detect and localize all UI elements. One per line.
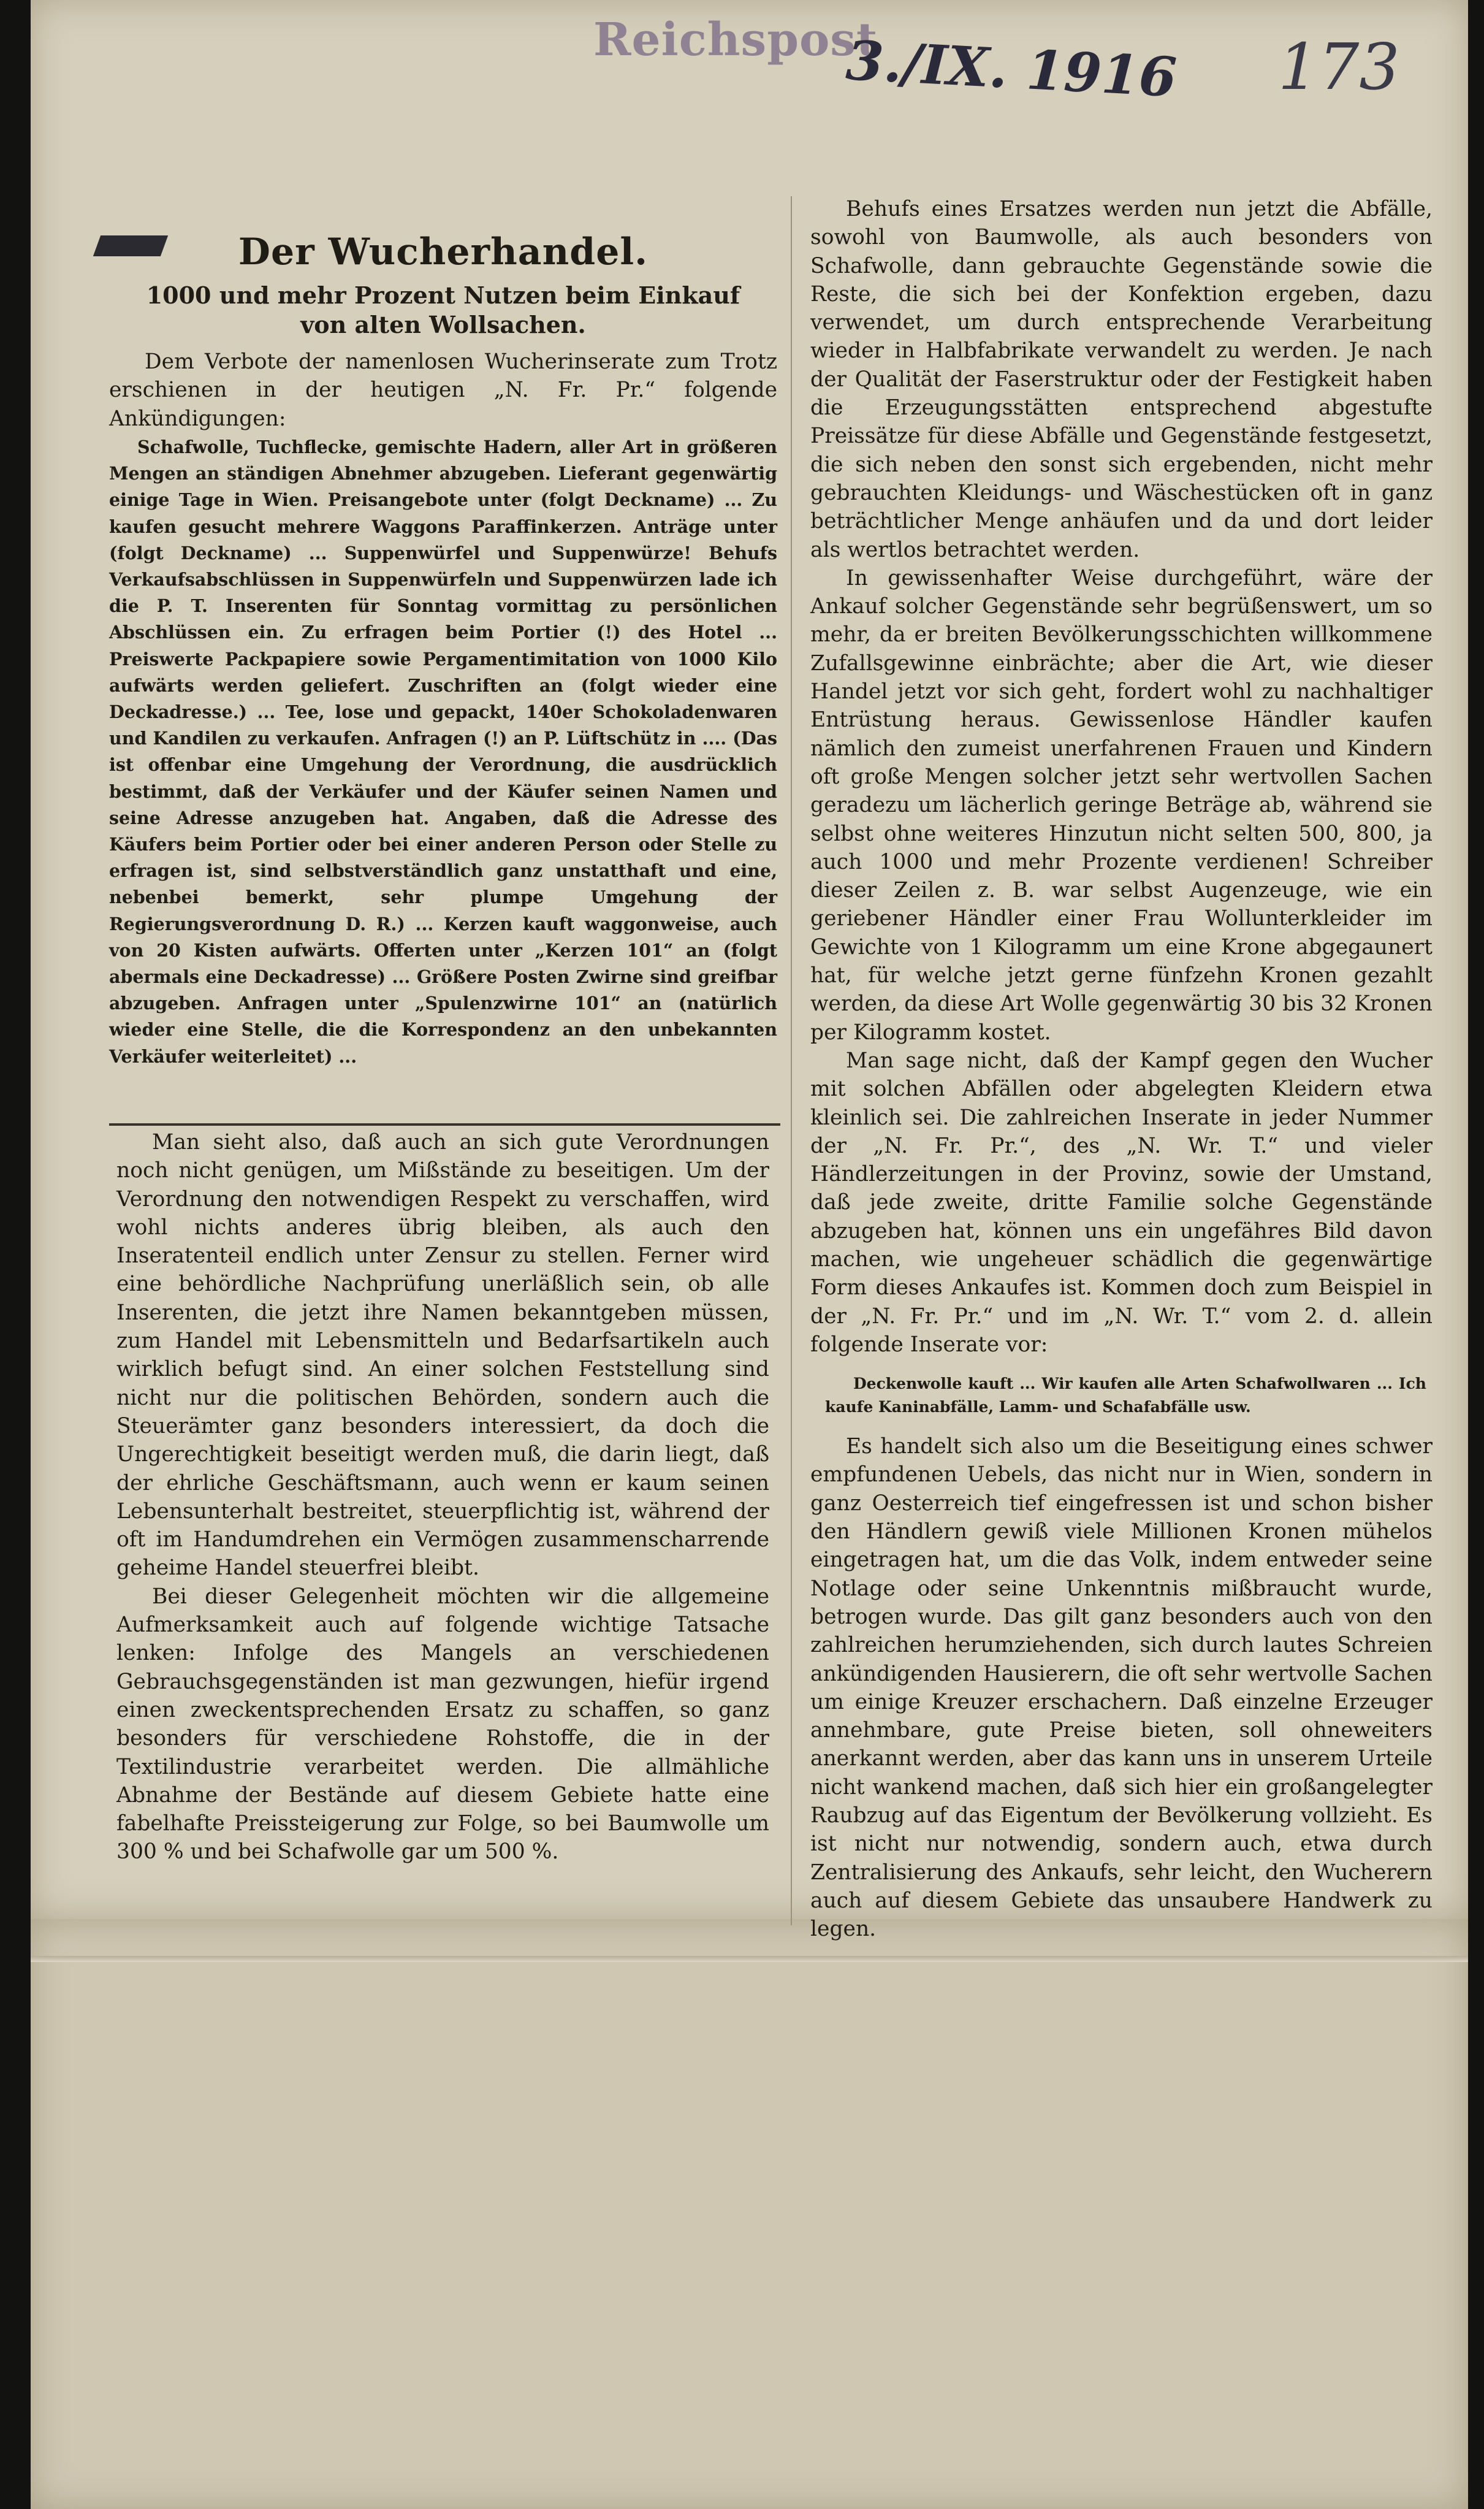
scan-border-right	[1468, 0, 1484, 2509]
paragraph: In gewissenhafter Weise durchgeführt, wäre der Ankauf solcher Gegenstände sehr begrüßenswert, um so mehr, da er breiten Bevölkerungsschichten willkommene Zufallsgewinne einbrächte; aber die Art, wie dieser Handel jetzt vor sich geht, fordert wohl zu nachhaltiger Entrüstung heraus. Gewissenlose Händler kaufen nämlich den zumeist unerfahrenen Frauen und Kindern oft große Mengen solcher jetzt sehr wertvollen Sachen geradezu um lächerlich geringe Beträge ab, während sie selbst ohne weiteres Hinzutun nicht selten 500, 800, ja auch 1000 und mehr Prozente verdienen! Schreiber dieser Zeilen z. B. war selbst Augenzeuge, wie ein geriebener Händler einer Frau Wollunterkleider im Gewichte von 1 Kilogramm um eine Krone abgegaunert hat, für welche jetzt gerne fünfzehn Kronen gezahlt werden, da diese Art Wolle gegenwärtig 30 bis 32 Kronen per Kilogramm kostet.	[810, 565, 1433, 1045]
article-left-column-bottom	[116, 1128, 769, 1866]
headline-marker	[93, 235, 168, 256]
quoted-advertisements: Schafwolle, Tuchflecke, gemischte Hadern, aller Art in größeren Mengen an ständigen Abnehmer abzugeben. Lieferant gegenwärtig einige Tage in Wien. Preisangebote unter (folgt Deckname) ... Zu kaufen gesucht mehrere Waggons Paraffinkerzen. Anträge unter (folgt Deckname) ... Suppenwürfel und Suppenwürze! Behufs Verkaufsabschlüssen in Suppenwürfeln und Suppenwürzen lade ich die P. T. Inserenten für Sonntag vormittag zu persönlichen Abschlüssen ein. Zu erfragen beim Portier (!) des Hotel ... Preiswerte Packpapiere sowie Pergamentimitation von 1000 Kilo aufwärts werden geliefert. Zuschriften an (folgt wieder eine Deckadresse.) ... Tee, lose und gepackt, 140er Schokoladenwaren und Kandilen zu verkaufen. Anfragen (!) an P. Lüftschütz in .... (Das ist offenbar eine Umgehung der Verordnung, die ausdrücklich bestimmt, daß der Verkäufer und der Käufer seinen Namen und seine Adresse anzugeben hat. Angaben, daß die Adresse des Käufers beim Portier oder bei einer anderen Person oder Stelle zu erfragen ist, sind selbstverständlich ganz unstatthaft und eine, nebenbei bemerkt, sehr plumpe Umgehung der Regierungsverordnung D. R.) ... Kerzen kauft waggonweise, auch von 20 Kisten aufwärts. Offerten unter „Kerzen 101“ an (folgt abermals eine Deckadresse) ... Größere Posten Zwirne sind greifbar abzugeben. Anfragen unter „Spulenzwirne 101“ an (natürlich wieder eine Stelle, die die Korrespondenz an den unbekannten Verkäufer weiterleitet) ...	[109, 436, 777, 1067]
paragraph: Behufs eines Ersatzes werden nun jetzt die Abfälle, sowohl von Baumwolle, als auch besonders von Schafwolle, dann gebrauchte Gegenstände sowie die Reste, die sich bei der Konfektion ergeben, dazu verwendet, um durch entsprechende Verarbeitung wieder in Halbfabrikate verwandelt zu werden. Je nach der Qualität der Faserstruktur oder der Festigkeit haben die Erzeugungsstätten entsprechend abgestufte Preissätze für diese Abfälle und Gegenstände festgesetzt, die sich neben den sonst sich ergebenden, nicht mehr gebrauchten Kleidungs- und Wäschestücken oft in ganz beträchtlicher Menge anhäufen und da und dort leider als wertlos betrachtet werden.	[810, 197, 1433, 562]
article-right-column	[810, 195, 1433, 1944]
paragraph: Man sieht also, daß auch an sich gute Verordnungen noch nicht genügen, um Mißstände zu beseitigen. Um der Verordnung den notwendigen Respekt zu verschaffen, wird wohl nichts anderes übrig bleiben, als auch den Inseratenteil endlich unter Zensur zu stellen. Ferner wird eine behördliche Nachprüfung unerläßlich sein, ob alle Inserenten, die jetzt ihre Namen bekanntgeben müssen, zum Handel mit Lebensmitteln und Bedarfsartikeln auch wirklich befugt sind. An einer solchen Feststellung sind nicht nur die politischen Behörden, sondern auch die Steuerämter ganz besonders interessiert, da doch die Ungerechtigkeit beseitigt werden muß, die darin liegt, daß der ehrliche Geschäftsmann, auch wenn er kaum seinen Lebensunterhalt bestreitet, steuerpflichtig ist, während der oft im Handumdrehen ein Vermögen zusammenscharrende geheime Handel steuerfrei bleibt.	[116, 1130, 769, 1581]
paragraph: Man sage nicht, daß der Kampf gegen den Wucher mit solchen Abfällen oder abgelegten Kleidern etwa kleinlich sei. Die zahlreichen Inserate in jeder Nummer der „N. Fr. Pr.“, des „N. Wr. T.“ und vieler Händlerzeitungen in der Provinz, sowie der Umstand, daß jede zweite, dritte Familie solche Gegenstände abzugeben hat, können uns ein ungefähres Bild davon machen, wie ungeheuer schädlich die gegenwärtige Form dieses Ankaufes ist. Kommen doch zum Beispiel in der „N. Fr. Pr.“ und im „N. Wr. T.“ vom 2. d. allein folgende Inserate vor:	[810, 1048, 1433, 1357]
handwritten-date: 3./IX. 1916	[844, 28, 1179, 110]
section-rule	[109, 1123, 780, 1126]
article-subheadline: 1000 und mehr Prozent Nutzen beim Einkauf von alten Wollsachen.	[146, 281, 740, 338]
article-left-column-top	[109, 231, 777, 1070]
mounting-paper	[31, 1919, 1468, 2509]
article-headline: Der Wucherhandel.	[238, 231, 649, 273]
scan-border-left	[0, 0, 31, 2509]
newspaper-stamp: Reichspost	[593, 13, 878, 66]
paper-fold	[31, 1956, 1468, 1962]
column-divider	[791, 196, 792, 1925]
handwritten-folio-number: 173	[1278, 29, 1400, 104]
article-intro: Dem Verbote der namenlosen Wucherinserate zum Trotz erschienen in der heutigen „N. Fr. Pr.“ folgende Ankündigungen:	[109, 349, 777, 431]
paragraph: Es handelt sich also um die Beseitigung eines schwer empfundenen Uebels, das nicht nur in Wien, sondern in ganz Oesterreich tief eingefressen ist und schon bisher den Händlern gewiß viele Millionen Kronen mühelos eingetragen hat, um die das Volk, indem entweder seine Notlage oder seine Unkenntnis mißbraucht wurde, betrogen wurde. Das gilt ganz besonders auch von den zahlreichen herumziehenden, sich durch lautes Schreien ankündigenden Hausierern, die oft sehr wertvolle Sachen um einige Kreuzer erschachern. Daß einzelne Erzeuger annehmbare, gute Preise bieten, soll ohneweiters anerkannt werden, aber das kann uns in unserem Urteile nicht wankend machen, daß sich hier ein großangelegter Raubzug auf das Eigentum der Bevölkerung vollzieht. Es ist nicht nur notwendig, sondern auch, etwa durch Zentralisierung des Ankaufs, sehr leicht, den Wucherern auch auf diesem Gebiete das unsaubere Handwerk zu legen.	[810, 1434, 1433, 1942]
quoted-advertisements-small: Deckenwolle kauft ... Wir kaufen alle Arten Schafwollwaren ... Ich kaufe Kaninabfälle, Lamm- und Schafabfälle usw.	[825, 1375, 1426, 1416]
paragraph: Bei dieser Gelegenheit möchten wir die allgemeine Aufmerksamkeit auch auf folgende wichtige Tatsache lenken: Infolge des Mangels an verschiedenen Gebrauchsgegenständen ist man gezwungen, hiefür irgend einen zweckentsprechenden Ersatz zu schaffen, so ganz besonders für verschiedene Rohstoffe, die in der Textilindustrie verarbeitet werden. Die allmähliche Abnahme der Bestände auf diesem Gebiete hatte eine fabelhafte Preissteigerung zur Folge, so bei Baumwolle um 300 % und bei Schafwolle gar um 500 %.	[116, 1584, 769, 1865]
